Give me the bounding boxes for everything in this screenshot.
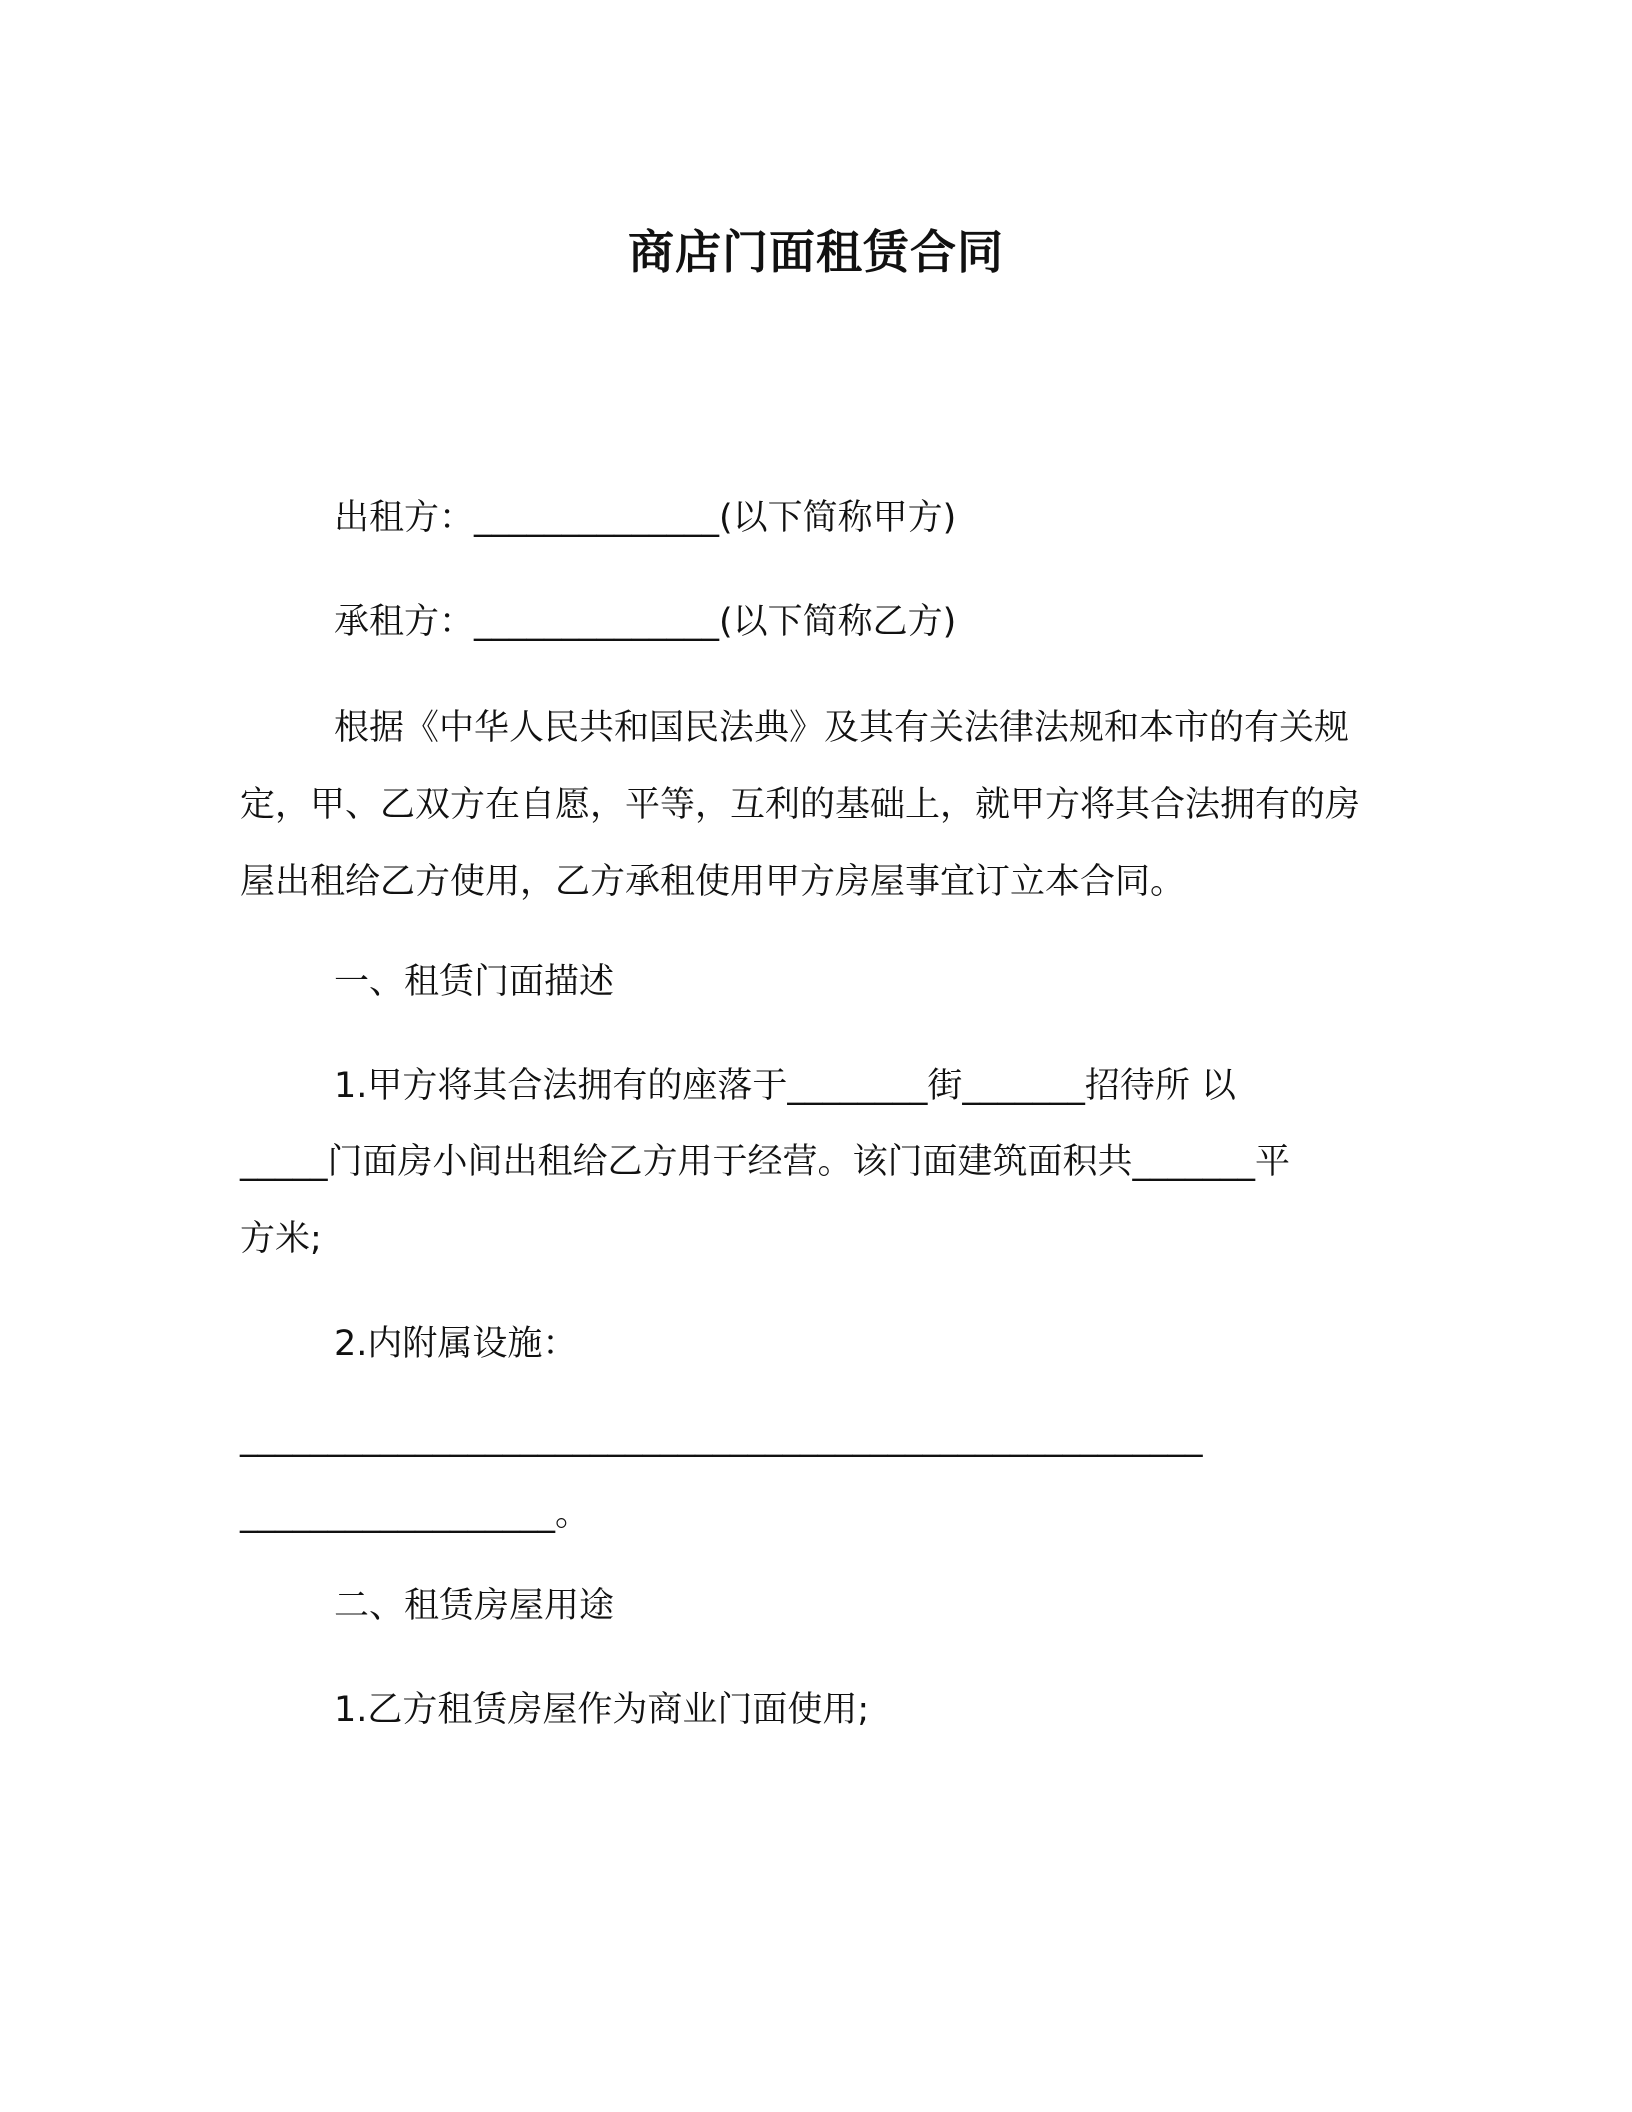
clause-1-2-blank-line-2: __________________。	[240, 1494, 591, 1534]
lessee-line: 承租方：______________(以下简称乙方)	[334, 602, 957, 642]
clause-1-2-blank-line-1: _______________________________________________________	[240, 1418, 1203, 1458]
section-1-heading: 一、租赁门面描述	[334, 962, 615, 1002]
preamble-paragraph: 根据《中华人民共和国民法典》及其有关法律法规和本市的有关规定，甲、乙双方在自愿，平等，互利的基础上，就甲方将其合法拥有的房屋出租给乙方使用，乙方承租使用甲方房屋事宜订立本合同。	[240, 708, 1361, 902]
document-title: 商店门面租赁合同	[628, 225, 1004, 279]
clause-1-2: 2.内附属设施：	[334, 1324, 578, 1364]
clause-1-1-line-2: _____门面房小间出租给乙方用于经营。该门面建筑面积共_______平	[240, 1142, 1291, 1182]
clause-2-1: 1.乙方租赁房屋作为商业门面使用;	[334, 1690, 870, 1730]
clause-1-1-line-3: 方米;	[240, 1219, 322, 1259]
clause-1-1-line-1: 1.甲方将其合法拥有的座落于________街_______招待所 以	[334, 1066, 1237, 1106]
section-2-heading: 二、租赁房屋用途	[334, 1586, 615, 1626]
lessor-line: 出租方：______________(以下简称甲方)	[334, 498, 957, 538]
